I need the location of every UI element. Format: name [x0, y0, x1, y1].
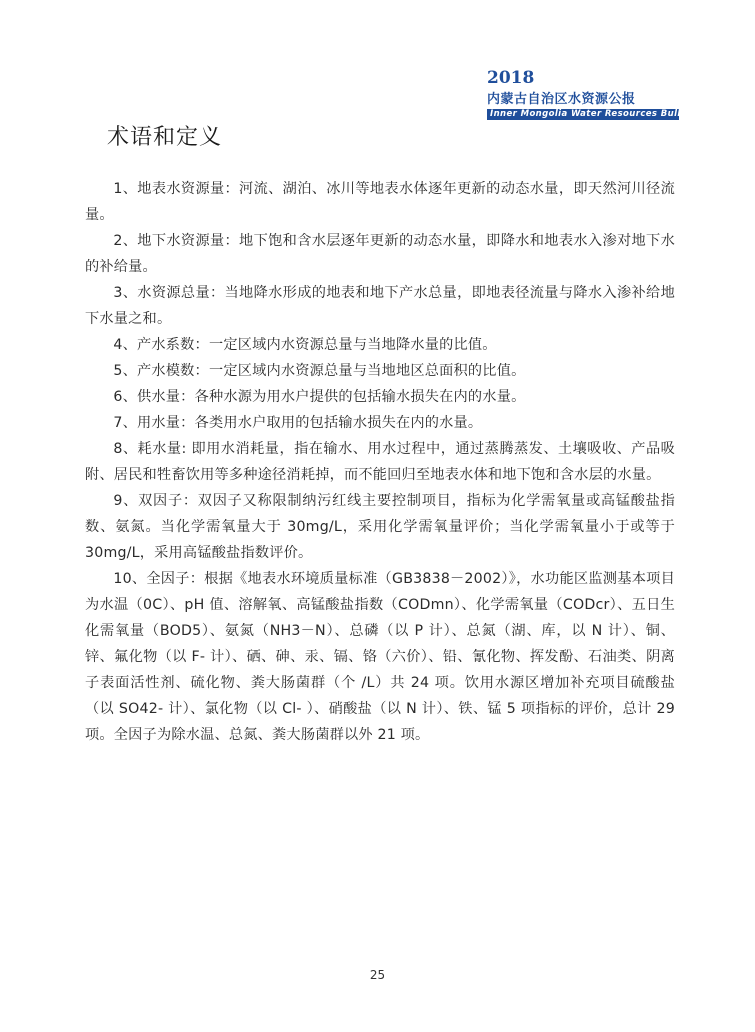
definition-paragraph: 9、双因子：双因子又称限制纳污红线主要控制项目，指标为化学需氧量或高锰酸盐指数、氨氮。当化学需氧量大于 30mg/L，采用化学需氧量评价；当化学需氧量小于或等于 30mg/L，采用高锰酸盐指数评价。 [85, 493, 675, 561]
definition-paragraph: 4、产水系数：一定区域内水资源总量与当地降水量的比值。 [113, 337, 497, 353]
section-heading: 术语和定义 [107, 125, 223, 150]
definition-paragraph: 7、用水量：各类用水户取用的包括输水损失在内的水量。 [113, 415, 483, 431]
definition-paragraph: 8、耗水量: 即用水消耗量，指在输水、用水过程中，通过蒸腾蒸发、土壤吸收、产品吸附、居民和牲畜饮用等多种途径消耗掉，而不能回归至地表水体和地下饱和含水层的水量。 [85, 441, 675, 483]
definition-paragraph: 5、产水模数：一定区域内水资源总量与当地地区总面积的比值。 [113, 363, 526, 379]
definition-paragraph: 1、地表水资源量：河流、湖泊、冰川等地表水体逐年更新的动态水量，即天然河川径流量。 [85, 181, 675, 223]
definition-paragraph: 10、全因子：根据《地表水环境质量标准（GB3838－2002）》，水功能区监测基本项目为水温（0C）、pH 值、溶解氧、高锰酸盐指数（CODmn）、化学需氧量（CODcr）、五日生化需氧量（BOD5）、氨氮（NH3－N）、总磷（以 P 计）、总氮（湖、库，以 N 计）、铜、锌、氟化物（以 F- 计）、硒、砷、汞、镉、铬（六价）、铅、氰化物、挥发酚、石油类、阴离子表面活性剂、硫化物、粪大肠菌群（个 /L）共 24 项。饮用水源区增加补充项目硫酸盐（以 SO42- 计）、氯化物（以 Cl- ）、硝酸盐（以 N 计）、铁、锰 5 项指标的评价，总计 29 项。全因子为除水温、总氮、粪大肠菌群以外 21 项。 [85, 571, 675, 743]
brand-title-line [487, 68, 679, 107]
page-number: 25 [369, 968, 386, 982]
definitions-body [85, 176, 675, 748]
brand-title: 内蒙古自治区水资源公报 [487, 92, 636, 107]
definition-paragraph: 2、地下水资源量：地下饱和含水层逐年更新的动态水量，即降水和地表水入渗对地下水的补给量。 [85, 233, 675, 275]
definition-paragraph: 6、供水量：各种水源为用水户提供的包括输水损失在内的水量。 [113, 389, 526, 405]
brand-subtitle-bar: Inner Mongolia Water Resources Bulletin [487, 109, 679, 120]
definition-paragraph: 3、水资源总量：当地降水形成的地表和地下产水总量，即地表径流量与降水入渗补给地下水量之和。 [85, 285, 675, 327]
bulletin-brand [487, 68, 702, 120]
brand-year: 2018 [487, 68, 535, 88]
